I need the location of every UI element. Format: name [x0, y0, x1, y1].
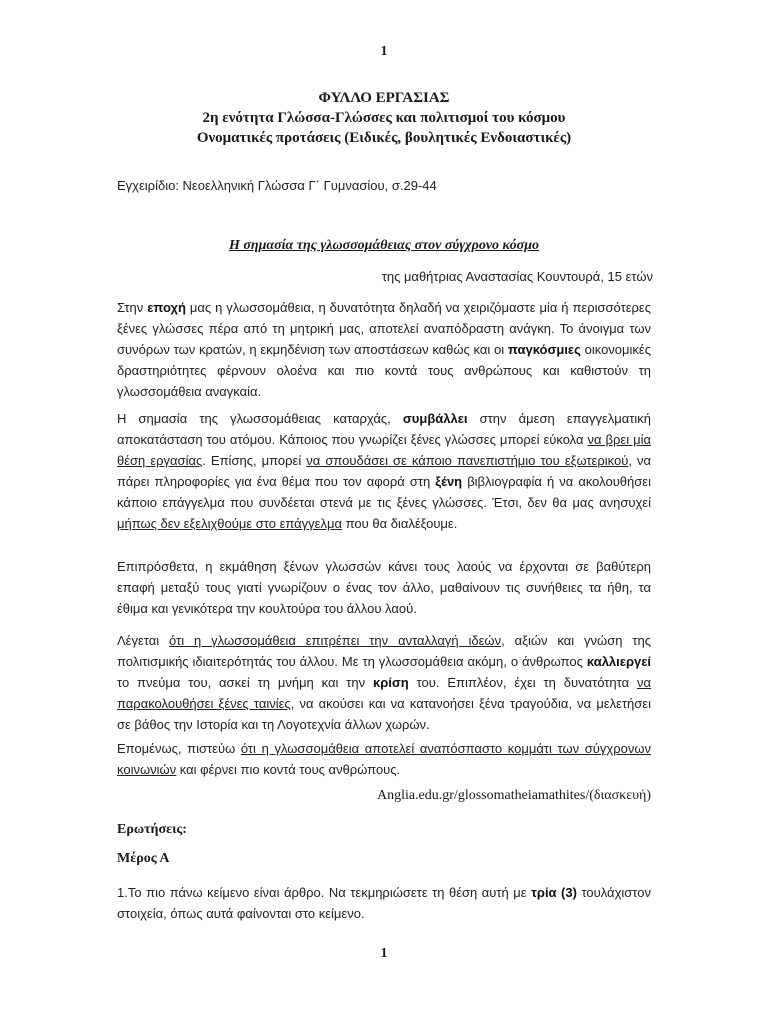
question-1: 1.Το πιο πάνω κείμενο είναι άρθρο. Να τεκμηριώσετε τη θέση αυτή με τρία (3) τουλάχιστον στοιχεία, όπως αυτά φαίνονται στο κείμενο. [117, 885, 651, 921]
article-source: Anglia.edu.gr/glossomatheiamathites/(διασκευή) [376, 788, 651, 803]
paragraph-4: Λέγεται ότι η γλωσσομάθεια επιτρέπει την ανταλλαγή ιδεών, αξιών και γνώση της πολιτισμικής ιδιαιτερότητάς του άλλου. Με τη γλωσσομάθεια ακόμη, ο άνθρωπος καλλιεργεί το πνεύμα του, ασκεί τη μνήμη και την κρίση του. Επιπλέον, έχει τη δυνατότητα να παρακολουθήσει ξένες ταινίες, να ακούσει και να κατανοήσει ξένα τραγούδια, να μελετήσει σε βάθος την Ιστορία και τη Λογοτεχνία άλλων χωρών. [117, 633, 651, 732]
paragraph-3: Επιπρόσθετα, η εκμάθηση ξένων γλωσσών κάνει τους λαούς να έρχονται σε βαθύτερη επαφή μεταξύ τους γιατί γνωρίζουν ο ένας τον άλλο, μαθαίνουν τις συνήθειες τα ήθη, τα έθιμα και γενικότερα την κουλτούρα του άλλου λαού. [117, 559, 651, 616]
paragraph-5: Επομένως, πιστεύω ότι η γλωσσομάθεια αποτελεί αναπόσπαστο κομμάτι των σύγχρονων κοινωνιών και φέρνει πιο κοντά τους ανθρώπους. [117, 741, 652, 777]
handbook-reference: Εγχειρίδιο: Νεοελληνική Γλώσσα Γ΄ Γυμνασίου, σ.29-44 [117, 178, 437, 193]
questions-heading: Ερωτήσεις: [117, 822, 187, 837]
paragraph-1: Στην εποχή μας η γλωσσομάθεια, η δυνατότητα δηλαδή να χειριζόμαστε μία ή περισσότερες ξένες γλώσσες πέρα από τη μητρική μας, αποτελεί αναπόδραστη ανάγκη. Το άνοιγμα των συνόρων των κρατών, η εκμηδένιση των αποστάσεων καθώς και οι παγκόσμιες οικονομικές δραστηριότητες φέρνουν ολοένα και πιο κοντά τους ανθρώπους και καθιστούν τη γλωσσομάθεια αναγκαία. [117, 300, 651, 399]
article-title: Η σημασία της γλωσσομάθειας στον σύγχρονο κόσμο [228, 238, 540, 253]
paragraph-2: Η σημασία της γλωσσομάθειας καταρχάς, συμβάλλει στην άμεση επαγγελματική αποκατάσταση του ατόμου. Κάποιος που γνωρίζει ξένες γλώσσες μπορεί εύκολα να βρει μία θέση εργασίας. Επίσης, μπορεί να σπουδάσει σε κάποιο πανεπιστήμιο του εξωτερικού, να πάρει πληροφορίες για ένα θέμα που τον αφορά στη ξένη βιβλιογραφία ή να ακολουθήσει κάποιο επάγγελμα που συνδέεται στενά με τις ξένες γλώσσες. Έτσι, δεν θα μας ανησυχεί μήπως δεν εξελιχθούμε στο επάγγελμα που θα διαλέξουμε. [117, 411, 651, 531]
unit-title: 2η ενότητα Γλώσσα-Γλώσσες και πολιτισμοί του κόσμου [202, 110, 566, 126]
page-number-top: 1 [380, 44, 388, 59]
worksheet-title: ΦΥΛΛΟ ΕΡΓΑΣΙΑΣ [318, 90, 450, 106]
part-a-heading: Μέρος Α [117, 851, 170, 866]
topic-title: Ονοματικές προτάσεις (Ειδικές, βουλητικές Ενδοιαστικές) [196, 130, 572, 146]
page-number-bottom: 1 [380, 946, 388, 961]
article-author: της μαθήτριας Αναστασίας Κουντουρά, 15 ετών [381, 269, 653, 284]
